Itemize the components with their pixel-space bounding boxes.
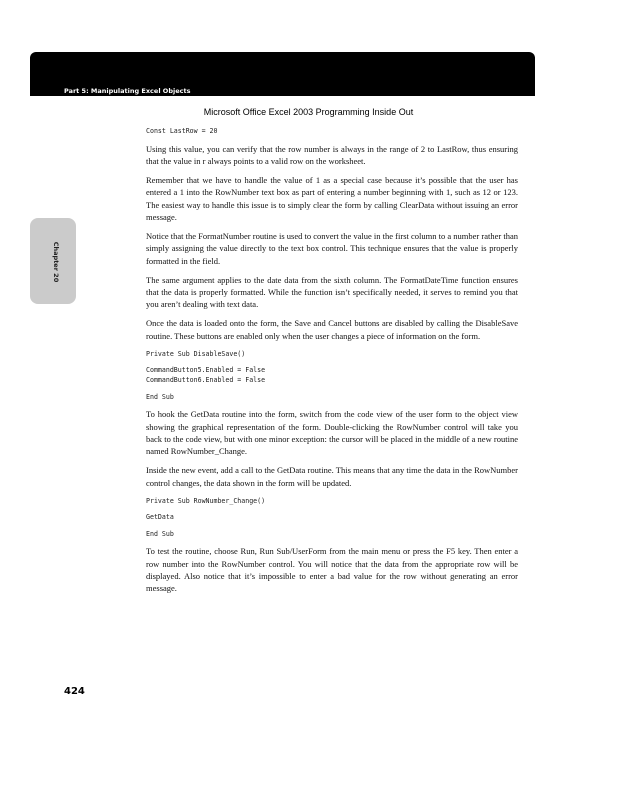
- code-line: Const LastRow = 20: [146, 127, 218, 135]
- page-body: [146, 126, 518, 601]
- code-line: GetData: [146, 513, 174, 522]
- code-line: End Sub: [146, 529, 174, 538]
- code-line: Private Sub DisableSave(): [146, 349, 246, 358]
- book-title: Microsoft Office Excel 2003 Programming Inside Out: [203, 107, 414, 117]
- paragraph: Remember that we have to handle the value of 1 as a special case because it’s possible that the user has entered a 1 into the RowNumber text box as part of entering a number beginning with 1, such as 12 or 123. The easiest way to handle this issue is to simply clear the form by calling ClearData without issuing an error message.: [146, 174, 518, 223]
- paragraph: To hook the GetData routine into the form, switch from the code view of the user form to the object view showing the graphical representation of the form. Double-clicking the RowNumber control will take you back to the code view, but with one minor exception: the cursor will be placed in the middle of a new routine named RowNumber_Change.: [146, 409, 518, 457]
- code-block: CommandButton5.Enabled = False CommandButton6.Enabled = False: [146, 366, 266, 385]
- code-line: End Sub: [146, 392, 174, 401]
- code-line: Private Sub RowNumber_Change(): [146, 496, 266, 505]
- page-number: 424: [64, 686, 85, 697]
- paragraph: The same argument applies to the date data from the sixth column. The FormatDateTime function ensures that the data is properly formatted. While the function isn’t specifically needed, it serves to remind you that you aren’t dealing with text data.: [146, 274, 518, 310]
- part-label: Part 5: Manipulating Excel Objects: [64, 87, 191, 95]
- paragraph: Once the data is loaded onto the form, the Save and Cancel buttons are disabled by calling the DisableSave routine. These buttons are enabled only when the user changes a piece of information on the form.: [146, 318, 518, 341]
- chapter-label: Chapter 20: [52, 241, 60, 283]
- paragraph: Inside the new event, add a call to the GetData routine. This means that any time the data in the RowNumber control changes, the data shown in the form will be updated.: [146, 465, 518, 488]
- paragraph: Notice that the FormatNumber routine is used to convert the value in the first column to a number rather than simply assigning the value directly to the text box control. This technique ensures that the value is properly formatted in the field.: [146, 230, 518, 266]
- paragraph: To test the routine, choose Run, Run Sub/UserForm from the main menu or press the F5 key. Then enter a row number into the RowNumber control. You will notice that the data from the appropriate row will be displayed. Also notice that it’s impossible to enter a bad value for the row without generating an error message.: [146, 546, 518, 594]
- paragraph: Using this value, you can verify that the row number is always in the range of 2 to LastRow, thus ensuring that the value in r always points to a valid row on the worksheet.: [146, 143, 518, 166]
